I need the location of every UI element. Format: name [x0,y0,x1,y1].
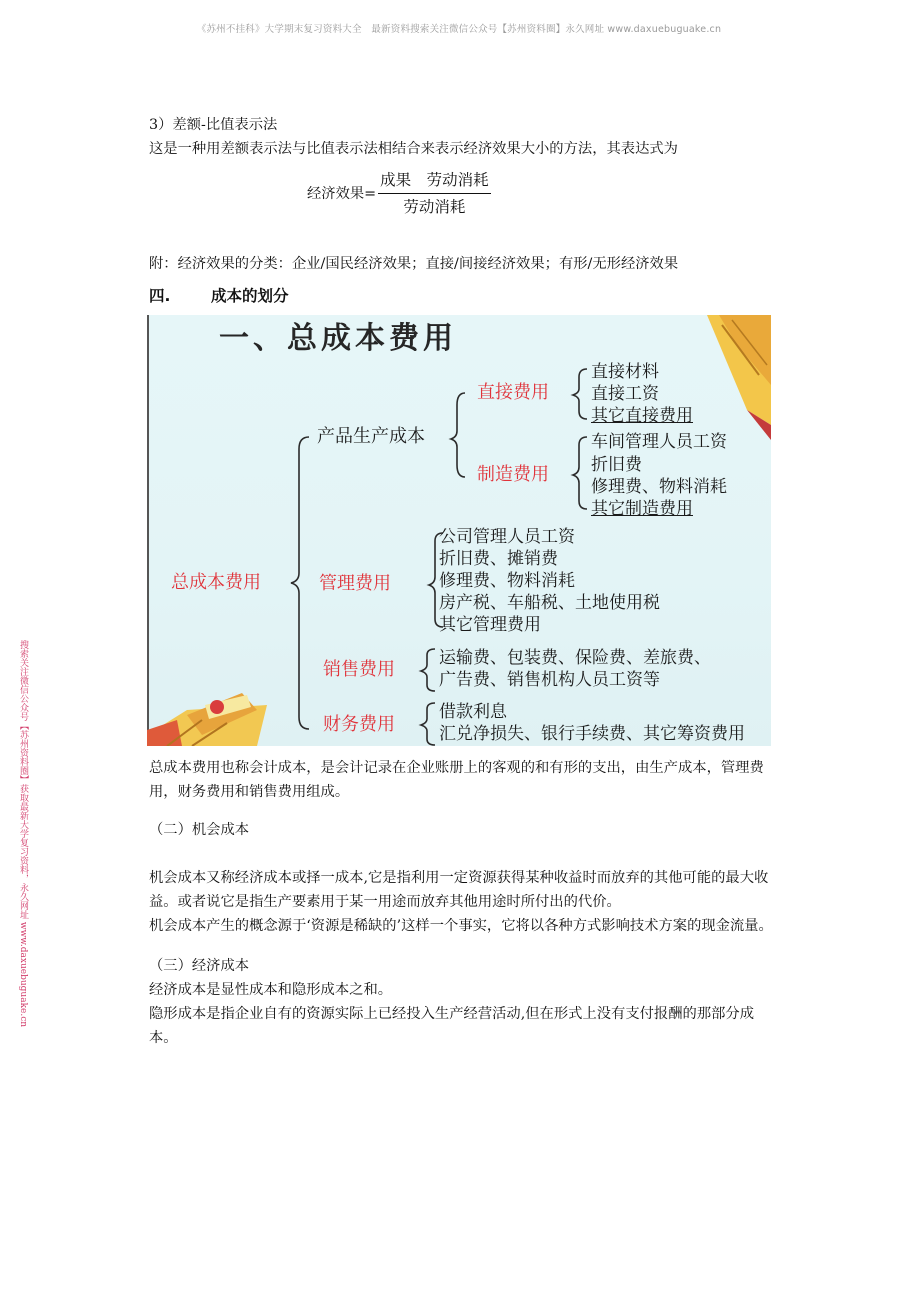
direct-item-2: 直接工资 [591,384,659,404]
direct-item-1: 直接材料 [591,362,659,382]
side-watermark: 搜索关注微信公众号【苏州资料圈】获取最新大学复习资料，永久网址 www.daxuebuguake.cn [18,640,28,1028]
manufacturing-item-2: 折旧费 [591,455,642,475]
product-cost-label: 产品生产成本 [317,426,425,447]
section-3-desc: 这是一种用差额表示法与比值表示法相结合来表示经济效果大小的方法，其表达式为 [149,141,678,157]
opportunity-para-2: 机会成本产生的概念源于‘资源是稀缺的’这样一个事实，它将以各种方式影响技术方案的现金流量。 [149,918,773,934]
section-4-number: 四. [149,287,171,305]
section-4-heading [149,284,779,308]
finance-cost-label: 财务费用 [323,714,395,735]
economic-para-1: 经济成本是显性成本和隐形成本之和。 [149,982,393,998]
formula [307,169,779,218]
admin-item-3: 修理费、物料消耗 [439,571,575,591]
root-total-cost: 总成本费用 [171,572,261,593]
cost-tree-diagram [147,315,771,746]
sales-item-2: 广告费、销售机构人员工资等 [439,670,660,690]
admin-cost-label: 管理费用 [319,573,391,594]
admin-item-4: 房产税、车船税、土地使用税 [439,593,660,613]
formula-lhs: 经济效果= [307,185,377,202]
diagram-title: 一、总成本费用 [219,321,457,356]
economic-para-2: 隐形成本是指企业自有的资源实际上已经投入生产经营活动,但在形式上没有支付报酬的那部分成本。 [149,1006,755,1046]
formula-fraction [378,169,491,218]
finance-item-2: 汇兑净损失、银行手续费、其它筹资费用 [439,724,745,744]
manufacturing-item-1: 车间管理人员工资 [591,432,727,452]
finance-item-1: 借款利息 [439,702,507,722]
sales-cost-label: 销售费用 [323,659,395,680]
section-3-title: 3）差额-比值表示法 [149,117,278,133]
economic-title: （三）经济成本 [149,958,250,974]
page-header-watermark: 《苏州不挂科》大学期末复习资料大全 最新资料搜索关注微信公众号【苏州资料圈】永久网址 www.daxuebuguake.cn [196,24,722,35]
manufacturing-cost-label: 制造费用 [477,464,549,485]
admin-item-1: 公司管理人员工资 [439,527,575,547]
admin-item-5: 其它管理费用 [439,615,541,635]
section-4-title: 成本的划分 [211,287,289,305]
pencil-top-right-icon [707,315,771,440]
formula-numerator: 成果 劳动消耗 [378,169,491,194]
total-cost-desc: 总成本费用也称会计成本，是会计记录在企业账册上的客观的和有形的支出，由生产成本，管理费用，财务费用和销售费用组成。 [149,760,764,800]
opportunity-para-1: 机会成本又称经济成本或择一成本,它是指利用一定资源获得某种收益时而放弃的其他可能的最大收益。或者说它是指生产要素用于某一用途而放弃其他用途时所付出的代价。 [149,870,769,910]
direct-cost-label: 直接费用 [477,382,549,403]
appendix-text: 附：经济效果的分类：企业/国民经济效果；直接/间接经济效果；有形/无形经济效果 [149,256,679,272]
pencil-bottom-left-icon [147,693,267,746]
document-body [149,113,779,1050]
direct-item-3: 其它直接费用 [591,406,693,426]
admin-item-2: 折旧费、摊销费 [439,549,558,569]
manufacturing-item-3: 修理费、物料消耗 [591,477,727,497]
sales-item-1: 运输费、包装费、保险费、差旅费、 [439,648,711,668]
manufacturing-item-4: 其它制造费用 [591,499,693,519]
opportunity-title: （二）机会成本 [149,822,250,838]
formula-denominator: 劳动消耗 [403,198,466,216]
